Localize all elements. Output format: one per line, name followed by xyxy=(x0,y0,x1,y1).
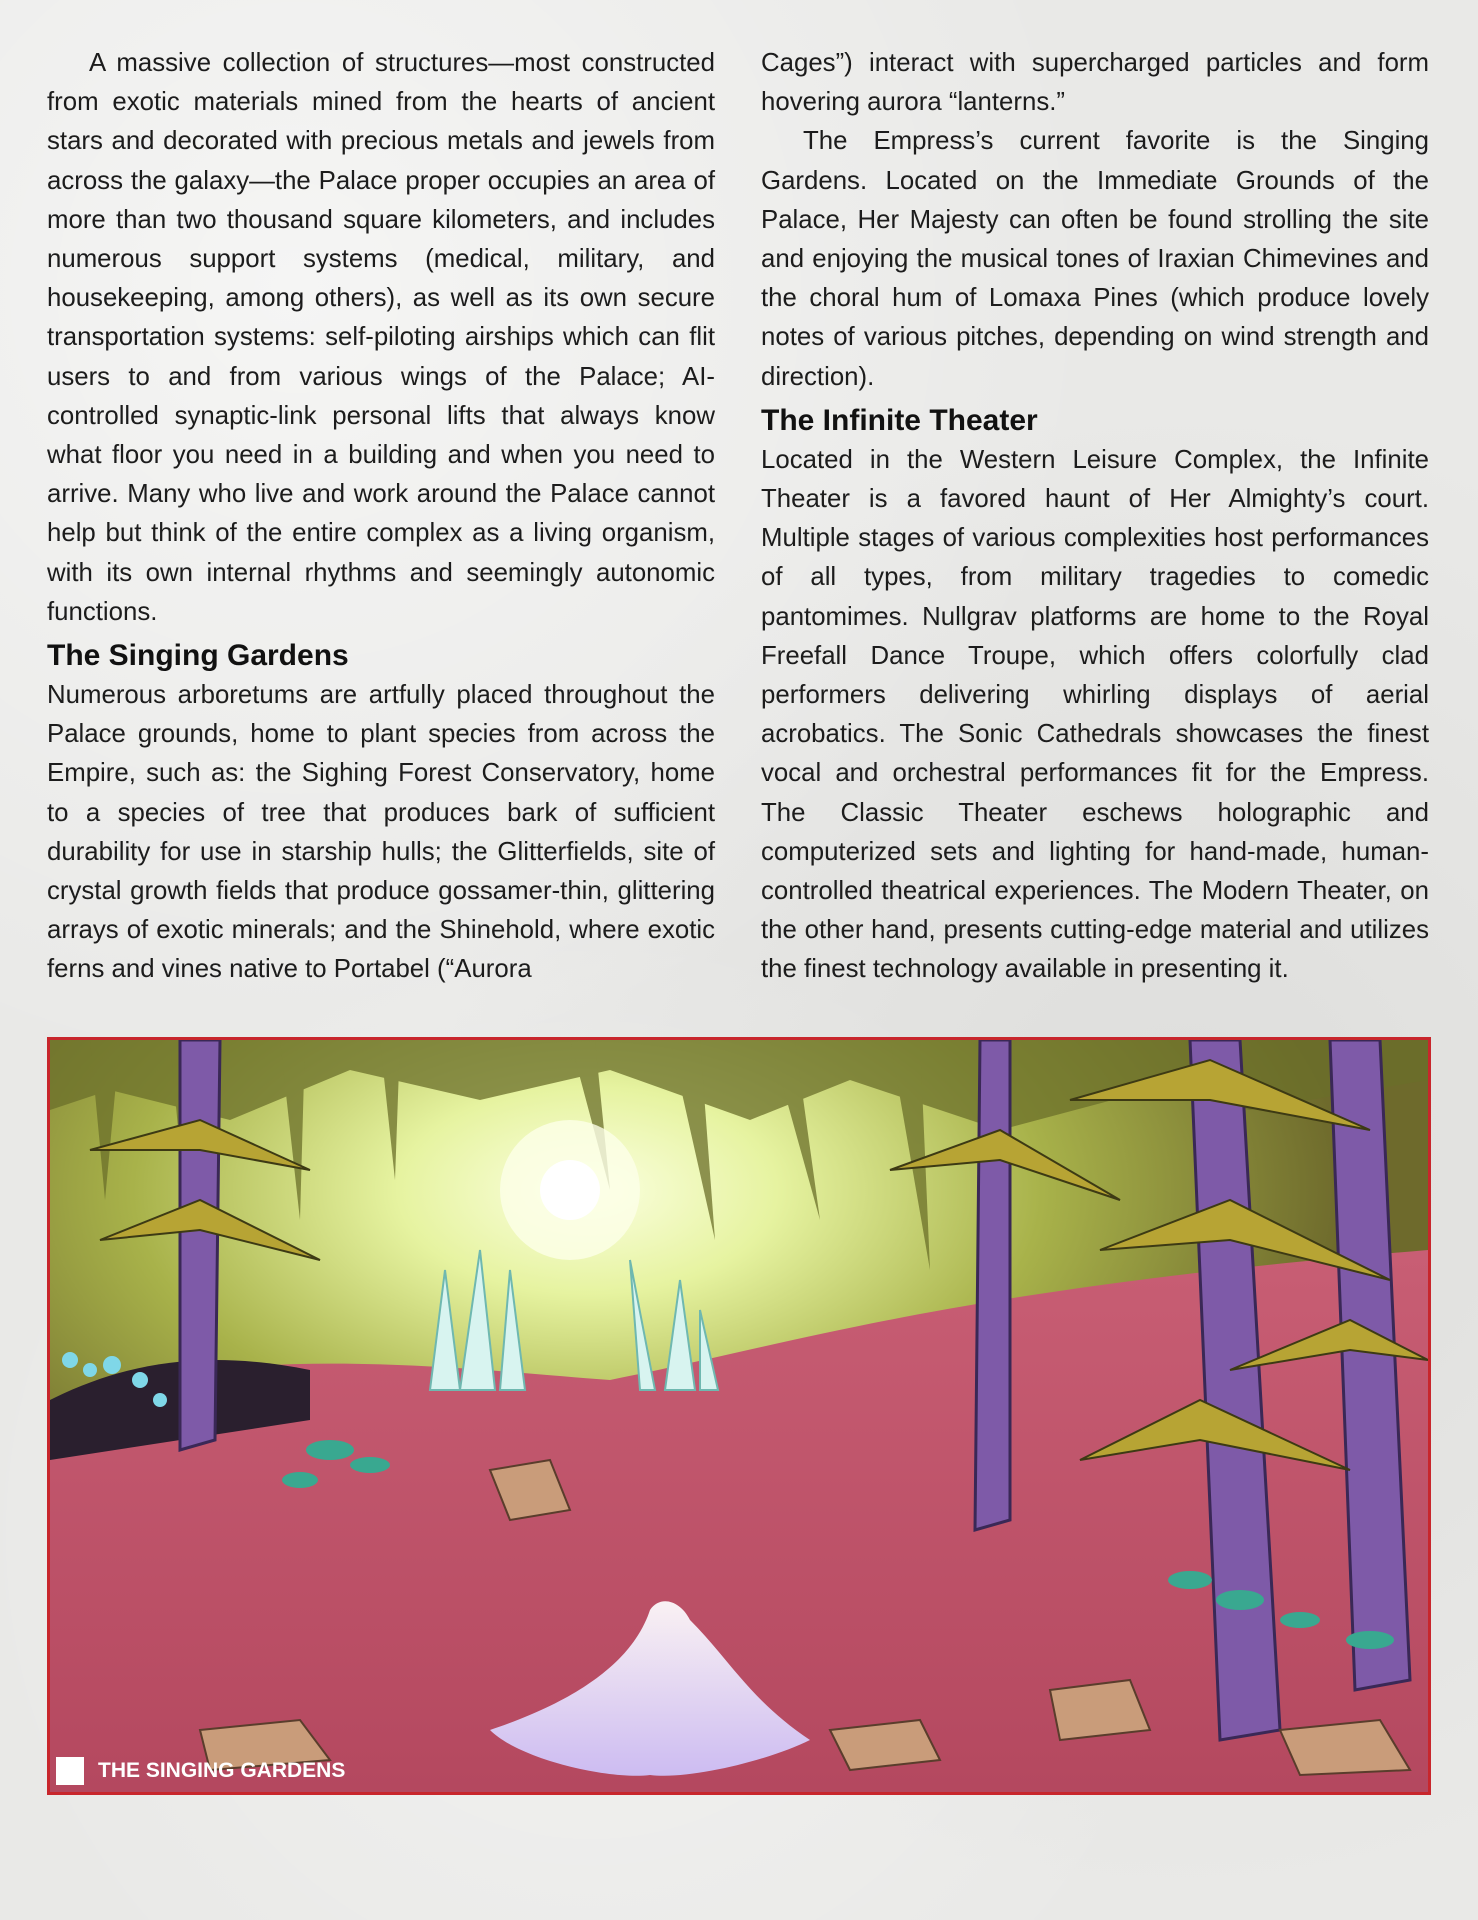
illustration-caption xyxy=(56,1756,345,1786)
right-column xyxy=(761,44,1429,990)
continued-paragraph: Cages”) interact with supercharged particles and form hovering aurora “lanterns.” xyxy=(761,49,1429,117)
infinite-theater-heading: The Infinite Theater xyxy=(761,403,1038,437)
aurora-lantern xyxy=(540,1160,600,1220)
caption-text: THE SINGING GARDENS xyxy=(98,1759,346,1782)
singing-gardens-illustration xyxy=(47,1037,1431,1795)
left-column xyxy=(47,44,715,990)
favorite-paragraph: The Empress’s current favorite is the Singing Gardens. Located on the Immediate Grounds of the Palace, Her Majesty can often be found strolling the site and enjoying the musical tones of Iraxian Chimevines and the choral hum of Lomaxa Pines (which produce lovely notes of various pitches, depending on wind strength and direction). xyxy=(761,127,1429,391)
infinite-theater-paragraph: Located in the Western Leisure Complex, the Infinite Theater is a favored haunt of Her Almighty’s court. Multiple stages of various complexities host performances of all types, from military tragedies to comedic pantomimes. Nullgrav platforms are home to the Royal Freefall Dance Troupe, which offers colorfully clad performers delivering whirling displays of aerial acrobatics. The Sonic Cathedrals showcases the finest vocal and orchestral performances fit for the Empress. The Classic Theater eschews holographic and computerized sets and lighting for hand-made, human-controlled theatrical experiences. The Modern Theater, on the other hand, presents cutting-edge material and utilizes the finest technology available in presenting it. xyxy=(761,445,1429,984)
caption-marker xyxy=(56,1757,84,1785)
intro-paragraph: A massive collection of structures—most constructed from exotic materials mined from the hearts of ancient stars and decorated with precious metals and jewels from across the galaxy—the Palace proper occupies an area of more than two thousand square kilometers, and includes numerous support systems (medical, military, and housekeeping, among others), as well as its own secure transportation systems: self-piloting airships which can flit users to and from various wings of the Palace; AI-controlled synaptic-link personal lifts that always know what floor you need in a building and when you need to arrive. Many who live and work around the Palace cannot help but think of the entire complex as a living organism, with its own internal rhythms and seemingly autonomic functions. xyxy=(47,49,715,626)
singing-gardens-paragraph: Numerous arboretums are artfully placed throughout the Palace grounds, home to plant species from across the Empire, such as: the Sighing Forest Conservatory, home to a species of tree that produces bark of sufficient durability for use in starship hulls; the Glitterfields, site of crystal growth fields that produce gossamer-thin, glittering arrays of exotic minerals; and the Shinehold, where exotic ferns and vines native to Portabel (“Aurora xyxy=(47,681,715,984)
illustration-art xyxy=(50,1040,1428,1792)
singing-gardens-heading: The Singing Gardens xyxy=(47,639,349,673)
